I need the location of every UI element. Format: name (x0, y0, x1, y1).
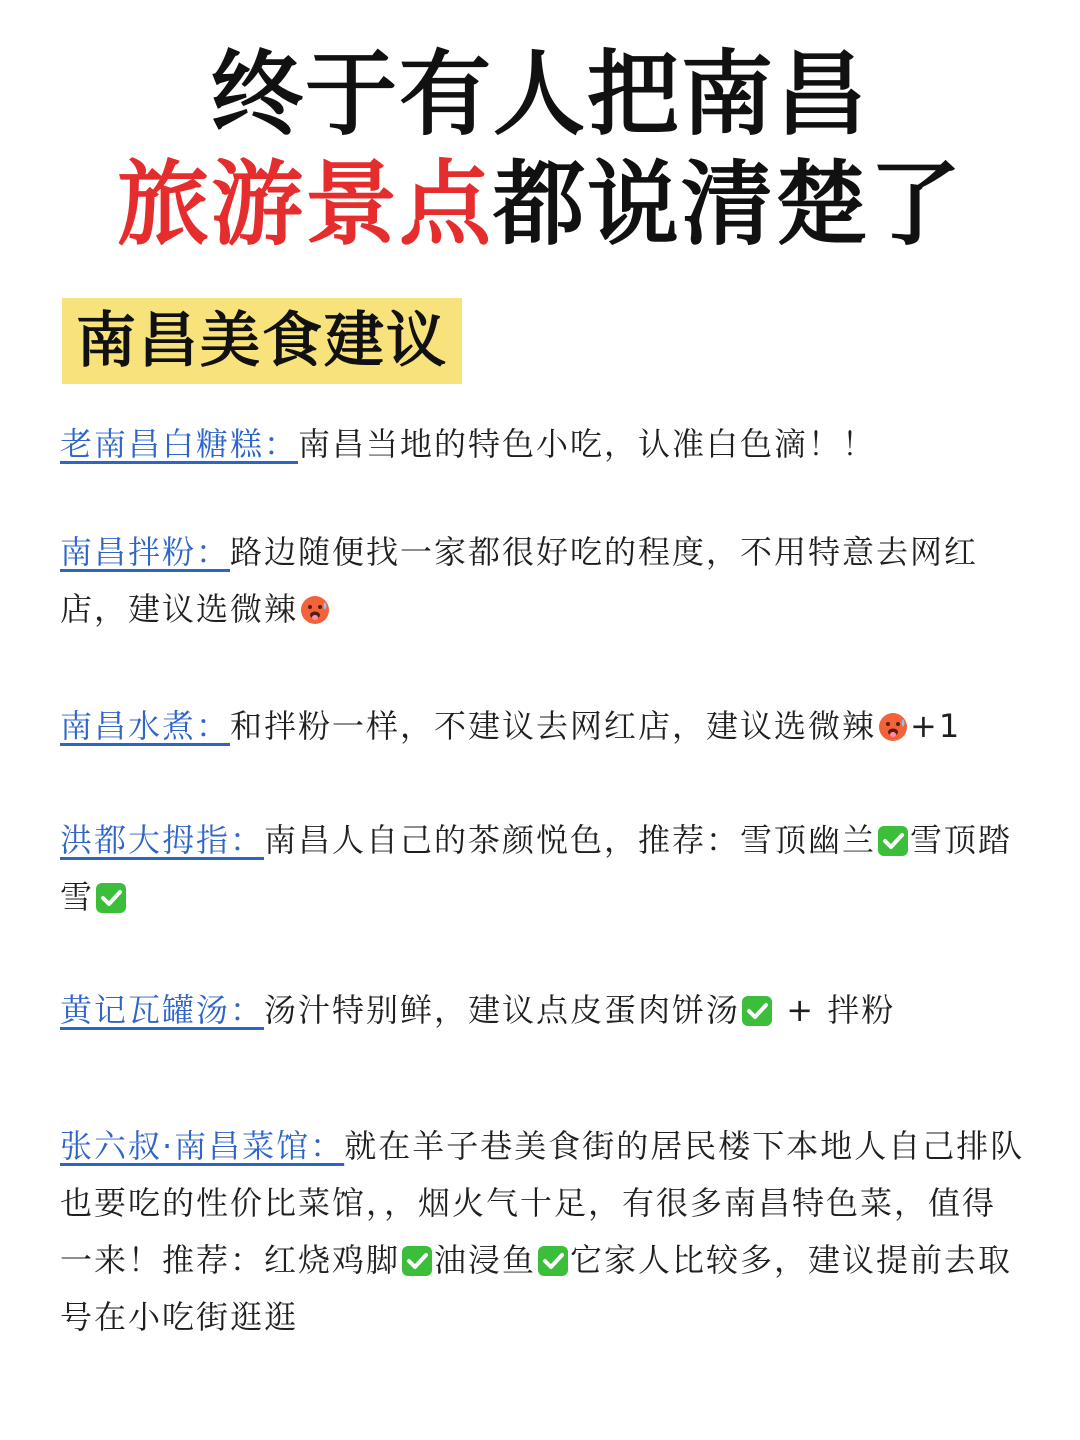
page-title (0, 40, 1080, 260)
title-rest: 都说清楚了 (493, 151, 964, 258)
check-mark-icon (741, 995, 773, 1027)
food-name-link[interactable]: 南昌水煮： (60, 707, 231, 745)
food-entry-hong-du-da-mu-zhi (60, 812, 1028, 926)
food-description-end: 它家人比较多，建议提前去取号在小吃街逛逛 (60, 1241, 1013, 1336)
food-description: 南昌当地的特色小吃，认准白色滴！！ (298, 425, 877, 463)
food-entry-ban-fen (60, 524, 1028, 638)
food-description-cont: 油浸鱼 (434, 1241, 537, 1279)
food-entry-bai-tang-gao (60, 416, 1028, 473)
food-description: 路边随便找一家都很好吃的程度，不用特意去网红店，建议选微辣 (60, 533, 979, 628)
hot-face-icon (299, 594, 331, 626)
section-heading-food-tips: 南昌美食建议 (62, 298, 462, 384)
food-name-link[interactable]: 南昌拌粉： (60, 533, 231, 571)
food-description-suffix: +1 (910, 707, 962, 745)
food-description-suffix: + 拌粉 (774, 991, 896, 1029)
food-entry-huang-ji-wa-guan-tang (60, 982, 1028, 1039)
hot-face-icon (877, 711, 909, 743)
food-description-cont: 雪顶踏雪 (60, 821, 1013, 916)
food-description: 和拌粉一样，不建议去网红店，建议选微辣 (230, 707, 877, 745)
food-name-link[interactable]: 老南昌白糖糕： (60, 425, 299, 463)
food-description: 汤汁特别鲜，建议点皮蛋肉饼汤 (264, 991, 741, 1029)
food-name-link[interactable]: 张六叔·南昌菜馆： (60, 1127, 345, 1165)
food-name-link[interactable]: 黄记瓦罐汤： (60, 991, 265, 1029)
title-highlight-red: 旅游景点 (116, 151, 493, 258)
food-name-link[interactable]: 洪都大拇指： (60, 821, 265, 859)
check-mark-icon (537, 1245, 569, 1277)
food-description: 南昌人自己的茶颜悦色，推荐：雪顶幽兰 (264, 821, 877, 859)
title-line-2 (0, 150, 1080, 260)
food-entry-shui-zhu (60, 698, 1028, 755)
check-mark-icon (95, 882, 127, 914)
check-mark-icon (401, 1245, 433, 1277)
title-line-1: 终于有人把南昌 (210, 41, 869, 148)
food-description: 就在羊子巷美食街的居民楼下本地人自己排队也要吃的性价比菜馆，，烟火气十足，有很多南昌特色菜，值得一来！推荐：红烧鸡脚 (60, 1127, 1025, 1279)
check-mark-icon (877, 825, 909, 857)
food-entry-zhang-liu-shu (60, 1118, 1028, 1346)
